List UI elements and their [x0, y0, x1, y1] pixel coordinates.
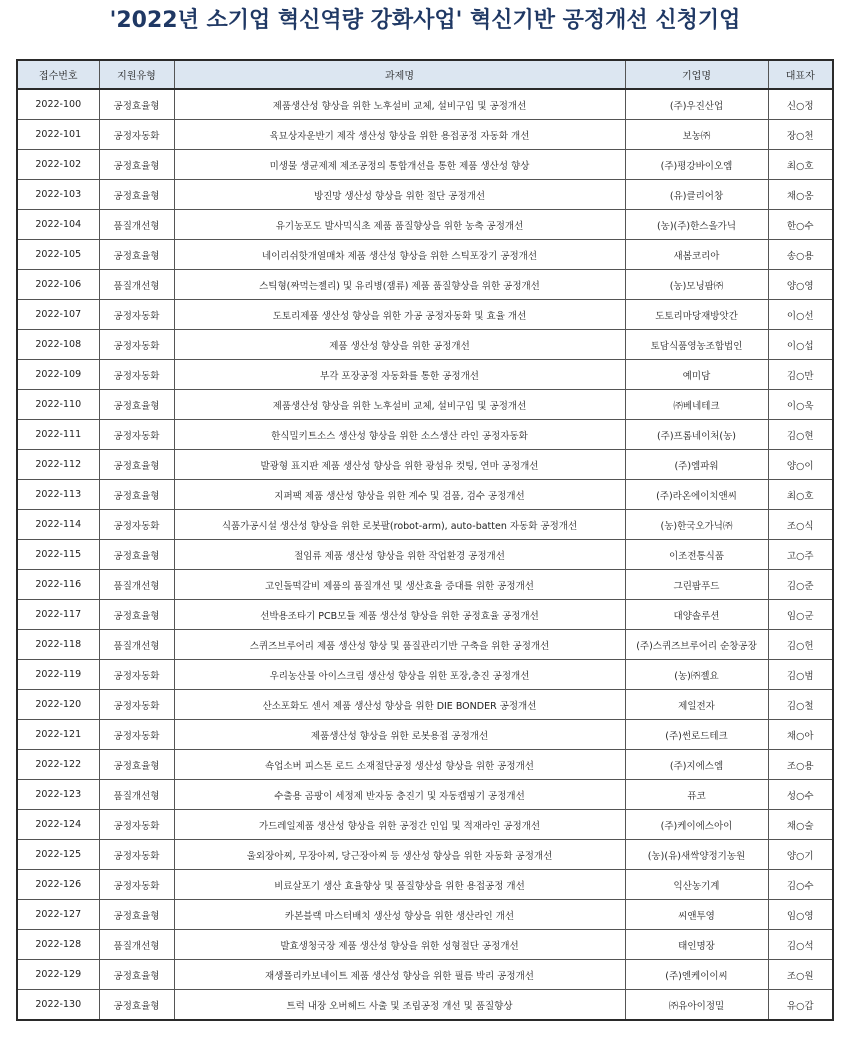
table-row	[17, 810, 833, 840]
company-name-cell: 퓨코	[625, 780, 768, 810]
company-name-cell: (주)평강바이오엠	[625, 150, 768, 180]
table-row	[17, 450, 833, 480]
company-name-cell: 예미담	[625, 360, 768, 390]
company-name-cell: (주)프롬네이처(농)	[625, 420, 768, 450]
receipt-no-cell: 2022-105	[17, 240, 99, 270]
support-type-cell: 공정자동화	[99, 690, 174, 720]
project-name-cell: 미생물 생균제제 제조공정의 통합개선을 통한 제품 생산성 향상	[174, 150, 625, 180]
company-name-cell: ㈜유아이정밀	[625, 990, 768, 1021]
header-project-name: 과제명	[174, 60, 625, 89]
representative-cell: 조○용	[768, 750, 833, 780]
project-name-cell: 선박용조타기 PCB모듈 제품 생산성 향상을 위한 공정효율 공정개선	[174, 600, 625, 630]
representative-cell: 성○수	[768, 780, 833, 810]
table-row	[17, 390, 833, 420]
support-type-cell: 공정효율형	[99, 990, 174, 1021]
receipt-no-cell: 2022-102	[17, 150, 99, 180]
support-type-cell: 품질개선형	[99, 570, 174, 600]
header-company-name: 기업명	[625, 60, 768, 89]
representative-cell: 고○주	[768, 540, 833, 570]
receipt-no-cell: 2022-112	[17, 450, 99, 480]
project-name-cell: 카본블랙 마스터배치 생산성 향상을 위한 생산라인 개선	[174, 900, 625, 930]
table-row	[17, 570, 833, 600]
representative-cell: 김○현	[768, 420, 833, 450]
receipt-no-cell: 2022-108	[17, 330, 99, 360]
representative-cell: 김○수	[768, 870, 833, 900]
support-type-cell: 공정효율형	[99, 450, 174, 480]
support-type-cell: 공정효율형	[99, 600, 174, 630]
table-row	[17, 690, 833, 720]
company-name-cell: (주)엠파워	[625, 450, 768, 480]
project-name-cell: 발효생청국장 제품 생산성 향상을 위한 성형절단 공정개선	[174, 930, 625, 960]
company-name-cell: 태인명장	[625, 930, 768, 960]
support-type-cell: 공정효율형	[99, 89, 174, 120]
representative-cell: 김○석	[768, 930, 833, 960]
project-name-cell: 절임류 제품 생산성 향상을 위한 작업환경 공정개선	[174, 540, 625, 570]
company-name-cell: (농)(주)한스올가닉	[625, 210, 768, 240]
support-type-cell: 공정자동화	[99, 660, 174, 690]
table-row	[17, 960, 833, 990]
table-row	[17, 420, 833, 450]
support-type-cell: 공정효율형	[99, 150, 174, 180]
representative-cell: 이○섭	[768, 330, 833, 360]
table-body	[17, 89, 833, 1020]
table-row	[17, 180, 833, 210]
project-name-cell: 식품가공시설 생산성 향상을 위한 로봇팔(robot-arm), auto-batten 자동화 공정개선	[174, 510, 625, 540]
receipt-no-cell: 2022-125	[17, 840, 99, 870]
project-name-cell: 고인돌떡갈비 제품의 품질개선 및 생산효율 증대를 위한 공정개선	[174, 570, 625, 600]
company-name-cell: ㈜베네테크	[625, 390, 768, 420]
representative-cell: 채○술	[768, 810, 833, 840]
project-name-cell: 육묘상자운반기 제작 생산성 향상을 위한 용접공정 자동화 개선	[174, 120, 625, 150]
company-name-cell: (주)스퀴즈브루어리 순창공장	[625, 630, 768, 660]
project-name-cell: 제품 생산성 향상을 위한 공정개선	[174, 330, 625, 360]
receipt-no-cell: 2022-111	[17, 420, 99, 450]
company-name-cell: (주)우진산업	[625, 89, 768, 120]
support-type-cell: 품질개선형	[99, 210, 174, 240]
project-name-cell: 네이리쉬핫개열매차 제품 생산성 향상을 위한 스틱포장기 공정개선	[174, 240, 625, 270]
support-type-cell: 공정효율형	[99, 390, 174, 420]
receipt-no-cell: 2022-104	[17, 210, 99, 240]
company-name-cell: (주)썬로드테크	[625, 720, 768, 750]
header-support-type: 지원유형	[99, 60, 174, 89]
receipt-no-cell: 2022-120	[17, 690, 99, 720]
company-name-cell: 대양솔루션	[625, 600, 768, 630]
representative-cell: 양○기	[768, 840, 833, 870]
representative-cell: 조○식	[768, 510, 833, 540]
project-name-cell: 부각 포장공정 자동화를 통한 공정개선	[174, 360, 625, 390]
table-row	[17, 210, 833, 240]
representative-cell: 한○수	[768, 210, 833, 240]
header-receipt-no: 접수번호	[17, 60, 99, 89]
receipt-no-cell: 2022-114	[17, 510, 99, 540]
project-name-cell: 한식밀키트소스 생산성 향상을 위한 소스생산 라인 공정자동화	[174, 420, 625, 450]
support-type-cell: 공정효율형	[99, 900, 174, 930]
receipt-no-cell: 2022-129	[17, 960, 99, 990]
table-row	[17, 360, 833, 390]
company-name-cell: 익산농기계	[625, 870, 768, 900]
table-row	[17, 540, 833, 570]
representative-cell: 양○이	[768, 450, 833, 480]
receipt-no-cell: 2022-121	[17, 720, 99, 750]
company-name-cell: 그린팜푸드	[625, 570, 768, 600]
table-row	[17, 150, 833, 180]
applicant-table-container	[16, 59, 832, 1021]
representative-cell: 김○준	[768, 570, 833, 600]
support-type-cell: 공정효율형	[99, 180, 174, 210]
support-type-cell: 공정자동화	[99, 420, 174, 450]
representative-cell: 채○아	[768, 720, 833, 750]
company-name-cell: (주)케이에스아이	[625, 810, 768, 840]
receipt-no-cell: 2022-107	[17, 300, 99, 330]
applicant-table	[16, 59, 834, 1021]
table-header-row	[17, 60, 833, 89]
representative-cell: 신○정	[768, 89, 833, 120]
project-name-cell: 재생폴리카보네이트 제품 생산성 향상을 위한 필름 박리 공정개선	[174, 960, 625, 990]
project-name-cell: 제품생산성 향상을 위한 로봇용접 공정개선	[174, 720, 625, 750]
support-type-cell: 공정자동화	[99, 510, 174, 540]
receipt-no-cell: 2022-101	[17, 120, 99, 150]
table-row	[17, 840, 833, 870]
receipt-no-cell: 2022-116	[17, 570, 99, 600]
receipt-no-cell: 2022-130	[17, 990, 99, 1021]
representative-cell: 김○만	[768, 360, 833, 390]
table-row	[17, 870, 833, 900]
table-row	[17, 900, 833, 930]
representative-cell: 조○원	[768, 960, 833, 990]
project-name-cell: 유기농포도 발사믹식초 제품 품질향상을 위한 농축 공정개선	[174, 210, 625, 240]
receipt-no-cell: 2022-119	[17, 660, 99, 690]
support-type-cell: 공정자동화	[99, 330, 174, 360]
support-type-cell: 공정효율형	[99, 480, 174, 510]
project-name-cell: 발광형 표지판 제품 생산성 향상을 위한 광섬유 컷팅, 연마 공정개선	[174, 450, 625, 480]
receipt-no-cell: 2022-100	[17, 89, 99, 120]
project-name-cell: 도토리제품 생산성 향상을 위한 가공 공정자동화 및 효율 개선	[174, 300, 625, 330]
table-row	[17, 330, 833, 360]
project-name-cell: 울외장아찌, 무장아찌, 당근장아찌 등 생산성 향상을 위한 자동화 공정개선	[174, 840, 625, 870]
company-name-cell: 토담식품영농조합법인	[625, 330, 768, 360]
receipt-no-cell: 2022-128	[17, 930, 99, 960]
table-row	[17, 750, 833, 780]
table-row	[17, 240, 833, 270]
representative-cell: 이○욱	[768, 390, 833, 420]
support-type-cell: 공정효율형	[99, 750, 174, 780]
support-type-cell: 공정자동화	[99, 120, 174, 150]
representative-cell: 임○군	[768, 600, 833, 630]
representative-cell: 김○헌	[768, 630, 833, 660]
representative-cell: 최○호	[768, 150, 833, 180]
receipt-no-cell: 2022-103	[17, 180, 99, 210]
company-name-cell: 제일전자	[625, 690, 768, 720]
company-name-cell: (유)클리어창	[625, 180, 768, 210]
support-type-cell: 공정효율형	[99, 240, 174, 270]
table-row	[17, 300, 833, 330]
table-row	[17, 120, 833, 150]
page-title: '2022년 소기업 혁신역량 강화사업' 혁신기반 공정개선 신청기업	[109, 8, 741, 33]
company-name-cell: (농)(유)새싹양정기농원	[625, 840, 768, 870]
project-name-cell: 스퀴즈브루어리 제품 생산성 향상 및 품질관리기반 구축을 위한 공정개선	[174, 630, 625, 660]
representative-cell: 이○선	[768, 300, 833, 330]
representative-cell: 송○용	[768, 240, 833, 270]
project-name-cell: 방진망 생산성 향상을 위한 절단 공정개선	[174, 180, 625, 210]
support-type-cell: 공정자동화	[99, 360, 174, 390]
receipt-no-cell: 2022-126	[17, 870, 99, 900]
receipt-no-cell: 2022-118	[17, 630, 99, 660]
table-row	[17, 660, 833, 690]
representative-cell: 유○갑	[768, 990, 833, 1021]
support-type-cell: 품질개선형	[99, 270, 174, 300]
receipt-no-cell: 2022-115	[17, 540, 99, 570]
project-name-cell: 트럭 내장 오버헤드 사출 및 조립공정 개선 및 품질향상	[174, 990, 625, 1021]
support-type-cell: 공정효율형	[99, 960, 174, 990]
table-row	[17, 510, 833, 540]
header-representative: 대표자	[768, 60, 833, 89]
representative-cell: 김○범	[768, 660, 833, 690]
project-name-cell: 스틱형(짜먹는젤리) 및 유리병(잼류) 제품 품질향상을 위한 공정개선	[174, 270, 625, 300]
project-name-cell: 제품생산성 향상을 위한 노후설비 교체, 설비구입 및 공정개선	[174, 390, 625, 420]
company-name-cell: (농)㈜젤요	[625, 660, 768, 690]
table-row	[17, 270, 833, 300]
support-type-cell: 공정자동화	[99, 810, 174, 840]
company-name-cell: 새봄코리아	[625, 240, 768, 270]
receipt-no-cell: 2022-127	[17, 900, 99, 930]
receipt-no-cell: 2022-124	[17, 810, 99, 840]
company-name-cell: (농)모닝팜㈜	[625, 270, 768, 300]
representative-cell: 김○철	[768, 690, 833, 720]
table-row	[17, 630, 833, 660]
company-name-cell: 씨앤투영	[625, 900, 768, 930]
receipt-no-cell: 2022-109	[17, 360, 99, 390]
support-type-cell: 공정자동화	[99, 720, 174, 750]
project-name-cell: 수출용 곰팡이 세정제 반자동 충진기 및 자동캡핑기 공정개선	[174, 780, 625, 810]
representative-cell: 양○영	[768, 270, 833, 300]
table-row	[17, 89, 833, 120]
project-name-cell: 제품생산성 향상을 위한 노후설비 교체, 설비구입 및 공정개선	[174, 89, 625, 120]
project-name-cell: 지퍼팩 제품 생산성 향상을 위한 계수 및 검품, 검수 공정개선	[174, 480, 625, 510]
table-row	[17, 600, 833, 630]
receipt-no-cell: 2022-123	[17, 780, 99, 810]
receipt-no-cell: 2022-117	[17, 600, 99, 630]
table-row	[17, 480, 833, 510]
company-name-cell: 보농㈜	[625, 120, 768, 150]
support-type-cell: 품질개선형	[99, 930, 174, 960]
company-name-cell: (농)한국오가닉㈜	[625, 510, 768, 540]
project-name-cell: 비료살포기 생산 효율향상 및 품질향상을 위한 용접공정 개선	[174, 870, 625, 900]
project-name-cell: 우리농산물 아이스크림 생산성 향상을 위한 포장,충진 공정개선	[174, 660, 625, 690]
company-name-cell: 이조전통식품	[625, 540, 768, 570]
support-type-cell: 품질개선형	[99, 780, 174, 810]
receipt-no-cell: 2022-106	[17, 270, 99, 300]
project-name-cell: 산소포화도 센서 제품 생산성 향상을 위한 DIE BONDER 공정개선	[174, 690, 625, 720]
project-name-cell: 가드레일제품 생산성 향상을 위한 공정간 인입 및 적재라인 공정개선	[174, 810, 625, 840]
representative-cell: 최○호	[768, 480, 833, 510]
table-row	[17, 780, 833, 810]
company-name-cell: 도토리마당재방앗간	[625, 300, 768, 330]
support-type-cell: 공정효율형	[99, 540, 174, 570]
project-name-cell: 쇽업소버 피스톤 로드 소재절단공정 생산성 향상을 위한 공정개선	[174, 750, 625, 780]
representative-cell: 장○천	[768, 120, 833, 150]
company-name-cell: (주)엔케이이씨	[625, 960, 768, 990]
table-row	[17, 720, 833, 750]
receipt-no-cell: 2022-113	[17, 480, 99, 510]
representative-cell: 채○옹	[768, 180, 833, 210]
receipt-no-cell: 2022-122	[17, 750, 99, 780]
support-type-cell: 공정자동화	[99, 300, 174, 330]
company-name-cell: (주)라온에이치앤씨	[625, 480, 768, 510]
table-row	[17, 930, 833, 960]
company-name-cell: (주)지에스엠	[625, 750, 768, 780]
support-type-cell: 품질개선형	[99, 630, 174, 660]
representative-cell: 임○영	[768, 900, 833, 930]
receipt-no-cell: 2022-110	[17, 390, 99, 420]
support-type-cell: 공정자동화	[99, 870, 174, 900]
table-row	[17, 990, 833, 1021]
support-type-cell: 공정자동화	[99, 840, 174, 870]
